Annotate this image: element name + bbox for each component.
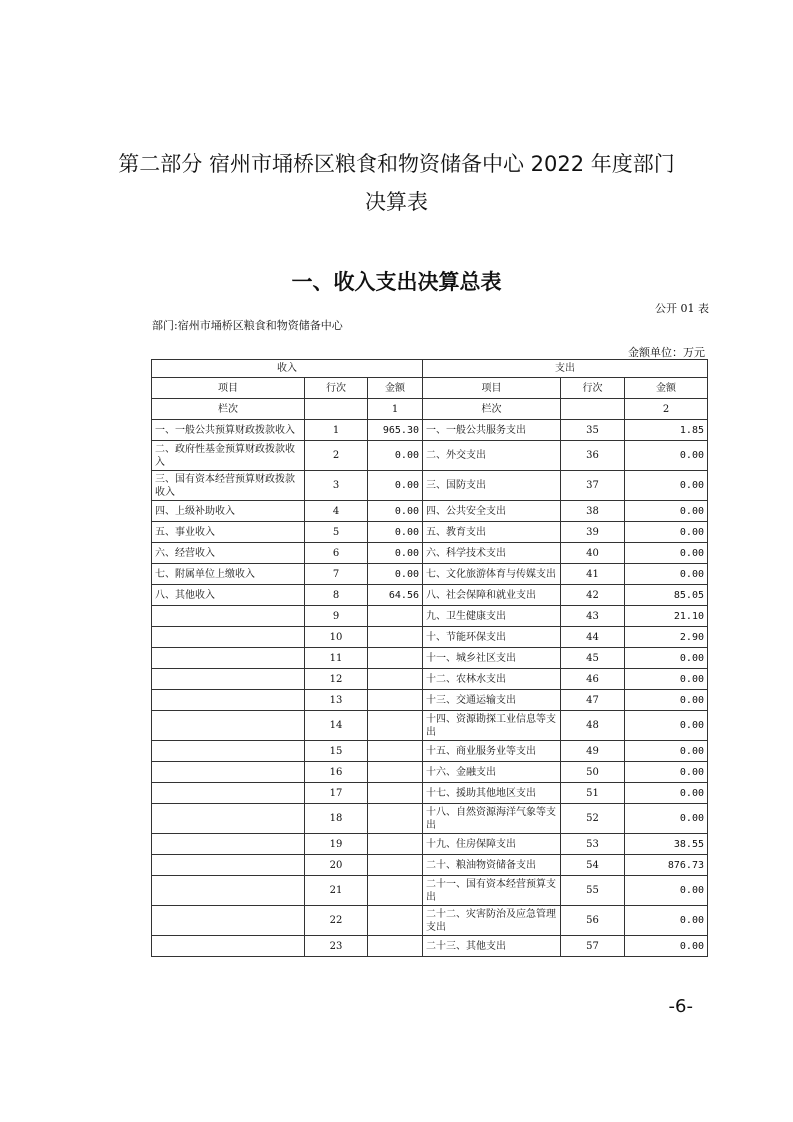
income-line: 9 — [305, 606, 368, 627]
income-line: 21 — [305, 876, 368, 906]
table-row — [152, 564, 708, 585]
expense-amount: 0.00 — [625, 936, 708, 957]
income-line: 10 — [305, 627, 368, 648]
income-item: 五、事业收入 — [152, 522, 305, 543]
income-item — [152, 741, 305, 762]
income-amount: 0.00 — [368, 522, 423, 543]
income-item: 二、政府性基金预算财政拨款收入 — [152, 441, 305, 471]
table-row — [152, 501, 708, 522]
expense-item: 五、教育支出 — [423, 522, 561, 543]
income-line-header: 行次 — [305, 378, 368, 399]
income-amount — [368, 606, 423, 627]
expense-amount: 0.00 — [625, 669, 708, 690]
income-line: 22 — [305, 906, 368, 936]
income-item-header: 项目 — [152, 378, 305, 399]
income-amount: 64.56 — [368, 585, 423, 606]
income-amount — [368, 876, 423, 906]
expense-line: 57 — [561, 936, 625, 957]
income-amount — [368, 783, 423, 804]
expense-line: 40 — [561, 543, 625, 564]
expense-item: 十九、住房保障支出 — [423, 834, 561, 855]
expense-line: 53 — [561, 834, 625, 855]
income-item — [152, 669, 305, 690]
income-item — [152, 783, 305, 804]
income-item: 八、其他收入 — [152, 585, 305, 606]
expense-amount: 0.00 — [625, 648, 708, 669]
income-line: 5 — [305, 522, 368, 543]
income-header: 收入 — [152, 360, 423, 378]
table-row — [152, 834, 708, 855]
expense-item: 十一、城乡社区支出 — [423, 648, 561, 669]
income-line: 20 — [305, 855, 368, 876]
expense-item: 二十二、灾害防治及应急管理支出 — [423, 906, 561, 936]
expense-line: 55 — [561, 876, 625, 906]
table-row — [152, 420, 708, 441]
expense-amount: 0.00 — [625, 711, 708, 741]
department-label: 部门:宿州市埇桥区粮食和物资储备中心 — [152, 319, 343, 332]
table-row — [152, 855, 708, 876]
expense-line: 42 — [561, 585, 625, 606]
income-item: 一、一般公共预算财政拨款收入 — [152, 420, 305, 441]
income-line: 7 — [305, 564, 368, 585]
expense-item: 十二、农林水支出 — [423, 669, 561, 690]
expense-amount: 1.85 — [625, 420, 708, 441]
income-amount — [368, 627, 423, 648]
expense-item: 八、社会保障和就业支出 — [423, 585, 561, 606]
income-item — [152, 834, 305, 855]
expense-item-header: 项目 — [423, 378, 561, 399]
income-amount — [368, 855, 423, 876]
column-number-row — [152, 399, 708, 420]
income-item: 七、附属单位上缴收入 — [152, 564, 305, 585]
income-amount — [368, 741, 423, 762]
income-amount — [368, 669, 423, 690]
expense-amount: 0.00 — [625, 522, 708, 543]
table-row — [152, 543, 708, 564]
income-item: 四、上级补助收入 — [152, 501, 305, 522]
expense-col-number: 2 — [625, 399, 708, 420]
income-line: 18 — [305, 804, 368, 834]
expense-item: 一、一般公共服务支出 — [423, 420, 561, 441]
income-item — [152, 648, 305, 669]
page-number: -6- — [668, 996, 693, 1017]
document-heading-line2: 决算表 — [365, 190, 428, 214]
income-line: 6 — [305, 543, 368, 564]
income-expense-table — [151, 359, 708, 957]
expense-item: 十三、交通运输支出 — [423, 690, 561, 711]
income-item — [152, 762, 305, 783]
expense-line: 45 — [561, 648, 625, 669]
amount-unit: 金额单位：万元 — [628, 346, 705, 359]
expense-line: 43 — [561, 606, 625, 627]
income-item — [152, 606, 305, 627]
expense-amount: 0.00 — [625, 501, 708, 522]
expense-item: 七、文化旅游体育与传媒支出 — [423, 564, 561, 585]
income-line: 12 — [305, 669, 368, 690]
income-amount: 0.00 — [368, 471, 423, 501]
expense-item: 二十一、国有资本经营预算支出 — [423, 876, 561, 906]
expense-amount: 0.00 — [625, 441, 708, 471]
income-line: 14 — [305, 711, 368, 741]
expense-line: 36 — [561, 441, 625, 471]
expense-item: 二、外交支出 — [423, 441, 561, 471]
expense-amount: 2.90 — [625, 627, 708, 648]
income-amount — [368, 690, 423, 711]
expense-item: 二十三、其他支出 — [423, 936, 561, 957]
expense-line: 56 — [561, 906, 625, 936]
column-header-row — [152, 378, 708, 399]
table-row — [152, 606, 708, 627]
expense-amount: 0.00 — [625, 690, 708, 711]
expense-amount: 0.00 — [625, 564, 708, 585]
income-amount — [368, 648, 423, 669]
income-line: 4 — [305, 501, 368, 522]
income-amount: 0.00 — [368, 501, 423, 522]
income-item — [152, 711, 305, 741]
expense-line: 50 — [561, 762, 625, 783]
income-line: 13 — [305, 690, 368, 711]
income-amount — [368, 834, 423, 855]
table-row — [152, 522, 708, 543]
expense-item: 九、卫生健康支出 — [423, 606, 561, 627]
expense-line: 54 — [561, 855, 625, 876]
income-item — [152, 855, 305, 876]
table-row — [152, 585, 708, 606]
expense-amount: 38.55 — [625, 834, 708, 855]
expense-line: 52 — [561, 804, 625, 834]
expense-item: 三、国防支出 — [423, 471, 561, 501]
table-row — [152, 648, 708, 669]
expense-line-header: 行次 — [561, 378, 625, 399]
expense-item: 四、公共安全支出 — [423, 501, 561, 522]
income-line: 19 — [305, 834, 368, 855]
table-row — [152, 876, 708, 906]
expense-item: 十四、资源勘探工业信息等支出 — [423, 711, 561, 741]
table-row — [152, 762, 708, 783]
expense-line: 35 — [561, 420, 625, 441]
expense-line: 46 — [561, 669, 625, 690]
expense-amount: 0.00 — [625, 762, 708, 783]
expense-line: 51 — [561, 783, 625, 804]
table-row — [152, 711, 708, 741]
income-item — [152, 690, 305, 711]
expense-line: 37 — [561, 471, 625, 501]
income-item — [152, 876, 305, 906]
income-amount: 0.00 — [368, 564, 423, 585]
income-line: 8 — [305, 585, 368, 606]
expense-amount-header: 金额 — [625, 378, 708, 399]
income-amount: 965.30 — [368, 420, 423, 441]
expense-amount: 0.00 — [625, 783, 708, 804]
table-row — [152, 669, 708, 690]
income-line: 2 — [305, 441, 368, 471]
expense-amount: 0.00 — [625, 906, 708, 936]
income-col-number: 1 — [368, 399, 423, 420]
expense-amount: 0.00 — [625, 471, 708, 501]
expense-line: 49 — [561, 741, 625, 762]
income-item — [152, 627, 305, 648]
income-item: 三、国有资本经营预算财政拨款收入 — [152, 471, 305, 501]
table-row — [152, 936, 708, 957]
table-row — [152, 627, 708, 648]
table-row — [152, 906, 708, 936]
expense-amount: 0.00 — [625, 876, 708, 906]
form-number: 公开 01 表 — [655, 302, 709, 315]
income-line: 15 — [305, 741, 368, 762]
income-amount — [368, 936, 423, 957]
expense-line: 39 — [561, 522, 625, 543]
income-item — [152, 906, 305, 936]
income-line: 23 — [305, 936, 368, 957]
expense-amount: 0.00 — [625, 804, 708, 834]
expense-item: 二十、粮油物资储备支出 — [423, 855, 561, 876]
table-row — [152, 741, 708, 762]
expense-header: 支出 — [423, 360, 708, 378]
income-amount: 0.00 — [368, 543, 423, 564]
expense-amount: 0.00 — [625, 543, 708, 564]
income-item: 六、经营收入 — [152, 543, 305, 564]
income-amount — [368, 804, 423, 834]
income-amount: 0.00 — [368, 441, 423, 471]
section-header-row — [152, 360, 708, 378]
expense-col-label: 栏次 — [423, 399, 561, 420]
income-line: 17 — [305, 783, 368, 804]
expense-line: 47 — [561, 690, 625, 711]
income-col-label: 栏次 — [152, 399, 305, 420]
income-line: 1 — [305, 420, 368, 441]
expense-item: 十七、援助其他地区支出 — [423, 783, 561, 804]
income-amount — [368, 906, 423, 936]
income-item — [152, 804, 305, 834]
table-row — [152, 690, 708, 711]
income-item — [152, 936, 305, 957]
expense-col-line-blank — [561, 399, 625, 420]
income-line: 16 — [305, 762, 368, 783]
income-amount — [368, 762, 423, 783]
expense-item: 十八、自然资源海洋气象等支出 — [423, 804, 561, 834]
table-row — [152, 783, 708, 804]
income-col-line-blank — [305, 399, 368, 420]
income-amount — [368, 711, 423, 741]
table-row — [152, 804, 708, 834]
document-heading-line1: 第二部分 宿州市埇桥区粮食和物资储备中心 2022 年度部门 — [118, 152, 675, 176]
table-title: 一、收入支出决算总表 — [291, 270, 502, 294]
expense-item: 十六、金融支出 — [423, 762, 561, 783]
expense-amount: 876.73 — [625, 855, 708, 876]
expense-item: 六、科学技术支出 — [423, 543, 561, 564]
expense-item: 十五、商业服务业等支出 — [423, 741, 561, 762]
expense-amount: 85.05 — [625, 585, 708, 606]
table-row — [152, 441, 708, 471]
expense-line: 38 — [561, 501, 625, 522]
income-line: 11 — [305, 648, 368, 669]
expense-amount: 0.00 — [625, 741, 708, 762]
expense-amount: 21.10 — [625, 606, 708, 627]
expense-line: 48 — [561, 711, 625, 741]
expense-line: 41 — [561, 564, 625, 585]
expense-item: 十、节能环保支出 — [423, 627, 561, 648]
expense-line: 44 — [561, 627, 625, 648]
income-line: 3 — [305, 471, 368, 501]
income-amount-header: 金额 — [368, 378, 423, 399]
table-row — [152, 471, 708, 501]
